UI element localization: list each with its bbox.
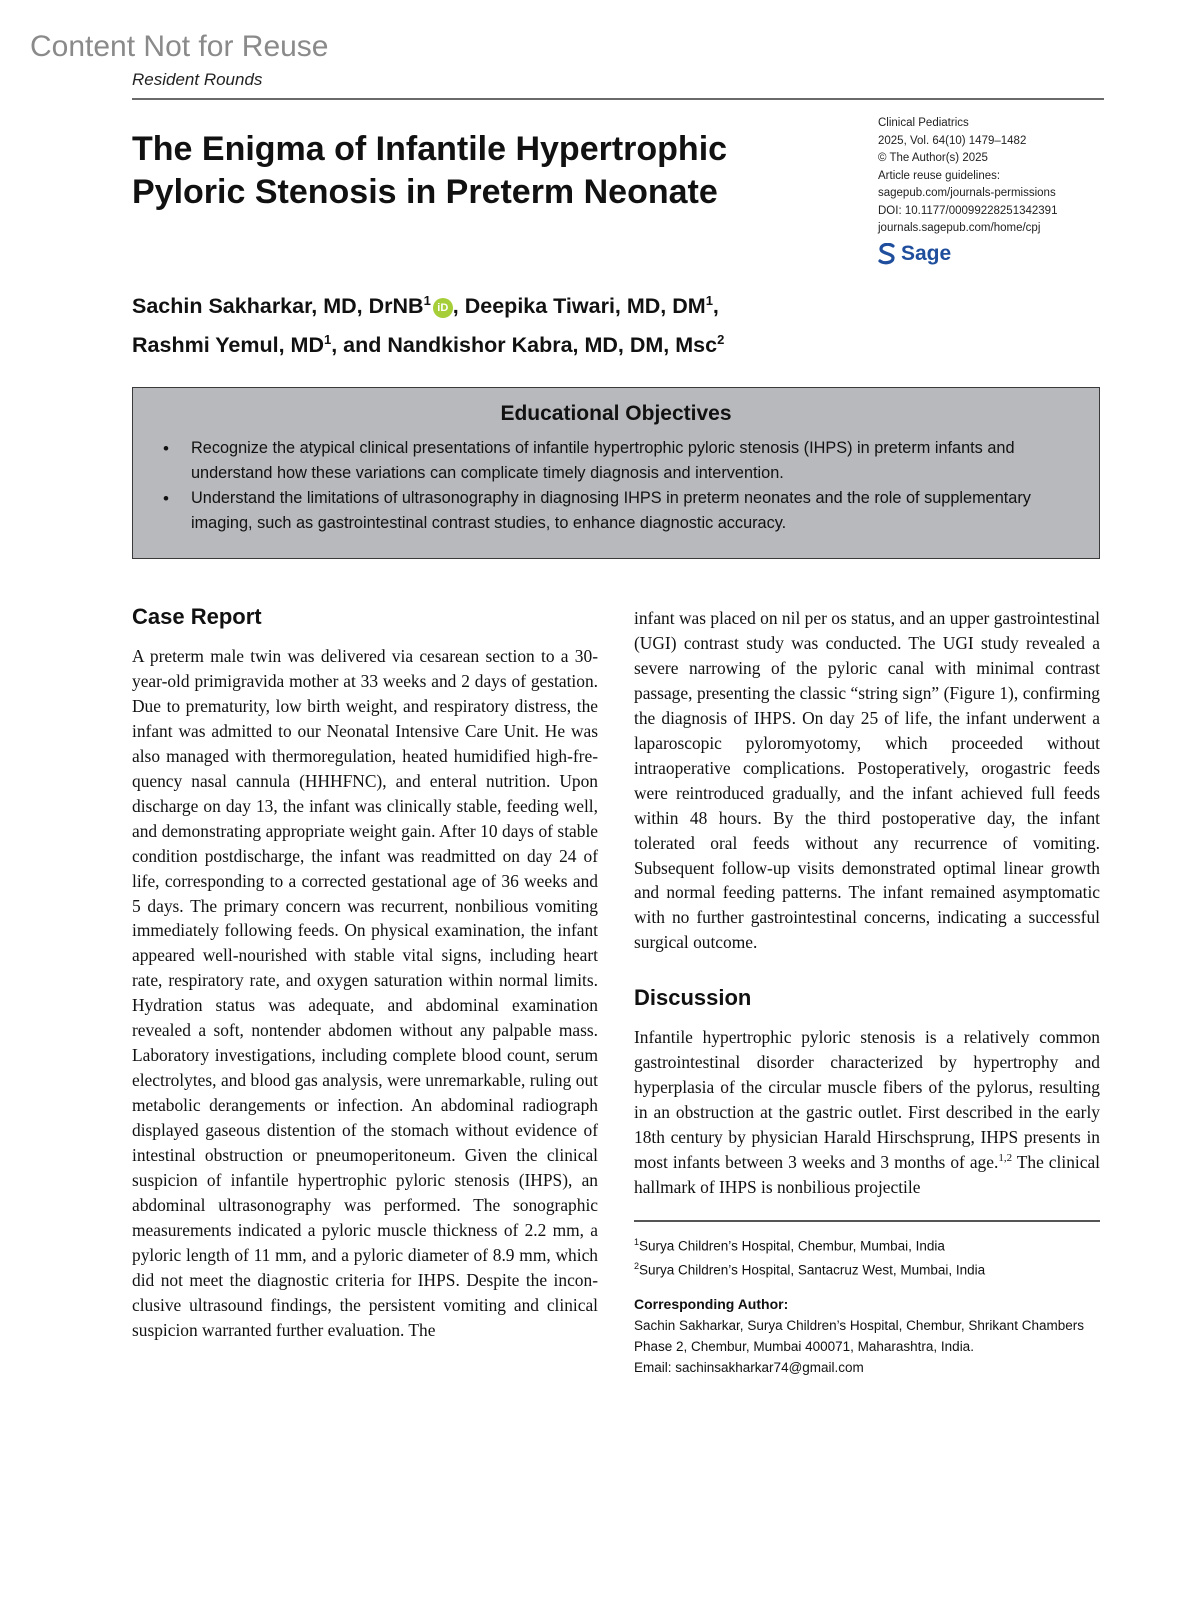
affiliation-1 bbox=[634, 1232, 1100, 1257]
educational-objectives-box bbox=[132, 387, 1100, 559]
corresponding-author-address: Sachin Sakharkar, Surya Children’s Hospital, Chembur, Shrikant Chambers Phase 2, Chembur, Mumbai 400071, Maharashtra, India. bbox=[634, 1317, 1084, 1354]
section-label: Resident Rounds bbox=[132, 70, 263, 89]
author-list bbox=[132, 284, 872, 362]
affiliation-number: 1 bbox=[634, 1236, 640, 1247]
objective-item: • Understand the limitations of ultrasonography in diagnosing IHPS in preterm neonates and the role of supplementary imaging, such as gastrointestinal contrast studies, to enhance diagnostic accuracy. bbox=[191, 486, 1073, 536]
journal-volume: 2025, Vol. 64(10) 1479–1482 bbox=[878, 134, 1027, 147]
orcid-icon[interactable]: iD bbox=[433, 298, 453, 318]
citation-ref[interactable]: 1,2 bbox=[998, 1152, 1013, 1165]
author-line-2 bbox=[132, 323, 872, 362]
affiliation-text: Surya Children’s Hospital, Chembur, Mumbai, India bbox=[639, 1238, 945, 1254]
watermark: Content Not for Reuse bbox=[30, 30, 329, 63]
author-name: , and Nandkishor Kabra, MD, DM, Msc bbox=[331, 333, 718, 358]
reuse-label: Article reuse guidelines: bbox=[878, 169, 1001, 182]
right-column bbox=[634, 606, 1100, 1378]
header-rule bbox=[132, 98, 1104, 100]
discussion-section bbox=[634, 985, 1100, 1200]
author-separator: , bbox=[712, 294, 719, 319]
case-report-text: A preterm male twin was delivered via cesarean section to a 30-year-old primigravida mother at 33 weeks and 2 days of gestation. Due to prematurity, low birth weight, and respiratory distress, the infant was admitted to our Neonatal Intensive Care Unit. He was also managed with thermoregulation, heated humidified high-frequency nasal cannula (HHHFNC), and enteral nutrition. Upon discharge on day 13, the infant was clinically stable, feeding well, and demonstrating appropriate weight gain. After 10 days of stable condition postdischarge, the infant was readmitted on day 24 of life, corresponding to a corrected gestational age of 36 weeks and 5 days. The primary concern was recurrent, nonbilious vomiting immediately following feeds. On physical examination, the infant appeared well-nourished with stable vital signs, including heart rate, respiratory rate, and oxygen saturation within normal limits. Hydration status was adequate, and abdominal examination revealed a soft, nontender abdomen without any palpable mass. Laboratory investigations, including complete blood count, serum electrolytes, and blood gas analysis, were unremarkable, ruling out metabolic derangements or infection. An abdominal radiograph displayed gaseous distention of the stomach without evidence of intestinal obstruction or pneumoperitoneum. Given the clinical suspicion of infantile hypertrophic pyloric stenosis (IHPS), an abdominal ultrasonography was performed. The sonographic measurements indicated a pyloric muscle thickness of 2.2 mm, a pyloric length of 11 mm, and a pyloric diameter of 8.9 mm, which did not meet the diagnostic criteria for IHPS. Despite the inconclusive ultrasound findings, the persistent vomiting and clinical suspicion warranted further evaluation. The bbox=[132, 646, 598, 1340]
corresponding-author-heading: Corresponding Author: bbox=[634, 1295, 789, 1312]
author-name: , Deepika Tiwari, MD, DM bbox=[452, 294, 706, 319]
affiliation-ref: 1 bbox=[705, 293, 713, 308]
reuse-link[interactable]: sagepub.com/journals-permissions bbox=[878, 187, 1056, 199]
discussion-body-end: The clinical hallmark of IHPS is nonbilious projectile bbox=[634, 1152, 1100, 1198]
affiliation-2 bbox=[634, 1256, 1100, 1281]
affiliation-ref: 1 bbox=[423, 293, 431, 308]
article-title: The Enigma of Infantile Hypertrophic Pyloric Stenosis in Preterm Neonate bbox=[132, 130, 728, 211]
doi-link[interactable]: DOI: 10.1177/00099228251342391 bbox=[878, 204, 1058, 217]
sage-logo bbox=[878, 242, 951, 266]
objectives-heading: Educational Objectives bbox=[500, 402, 732, 425]
affiliation-number: 2 bbox=[634, 1261, 640, 1272]
author-line-1 bbox=[132, 284, 872, 323]
affiliation-ref: 2 bbox=[717, 332, 725, 348]
discussion-body: Infantile hypertrophic pyloric stenosis is a relatively common gastrointestinal disorder characterized by hypertrophy and hyperplasia of the circular muscle fibers of the pylorus, resulting in an obstruction at the gastric outlet. First described in the early 18th century by physician Harald Hirschsprung, IHPS presents in most infants between 3 weeks and 3 months of age. bbox=[634, 1027, 1100, 1173]
journal-home-link[interactable]: journals.sagepub.com/home/cpj bbox=[878, 222, 1041, 234]
corresponding-author-email[interactable]: Email: sachinsakharkar74@gmail.com bbox=[634, 1359, 864, 1375]
affiliation-ref: 1 bbox=[323, 332, 332, 348]
journal-info bbox=[878, 115, 1118, 238]
author-name: Sachin Sakharkar, MD, DrNB bbox=[132, 294, 424, 319]
case-report-continuation: infant was placed on nil per os status, and an upper gastrointestinal (UGI) contrast study was conducted. The UGI study revealed a severe narrowing of the pyloric canal with minimal contrast passage, presenting the classic “string sign” (Figure 1), confirming the diagnosis of IHPS. On day 25 of life, the infant underwent a laparoscopic pyloromyotomy, which proceeded without intraoperative complications. Postoperatively, orogastric feeds were reintroduced gradually, and the infant achieved full feeds within 48 hours. By the third postoperative day, the infant tolerated oral feeds without any recurrence of vomiting. Subsequent follow-up visits demonstrated optimal linear growth and normal feeding patterns. The infant remained asymptomatic with no further gastrointestinal concerns, indicating a successful surgical outcome. bbox=[634, 608, 1100, 953]
discussion-text bbox=[634, 1025, 1100, 1200]
journal-name: Clinical Pediatrics bbox=[878, 117, 969, 129]
journal-copyright: © The Author(s) 2025 bbox=[878, 152, 988, 164]
sage-s-icon bbox=[878, 243, 896, 265]
objective-item: • Recognize the atypical clinical presentations of infantile hypertrophic pyloric stenosis (IHPS) in preterm infants and understand how these variations can complicate timely diagnosis and intervention. bbox=[191, 436, 1073, 486]
left-column bbox=[132, 604, 598, 1343]
sage-wordmark: Sage bbox=[901, 242, 952, 265]
affiliation-text: Surya Children’s Hospital, Santacruz West, Mumbai, India bbox=[639, 1262, 986, 1278]
footnote-divider bbox=[634, 1220, 1100, 1222]
case-report-heading: Case Report bbox=[132, 604, 262, 629]
discussion-heading: Discussion bbox=[634, 985, 752, 1011]
author-name: Rashmi Yemul, MD bbox=[132, 333, 324, 358]
objectives-list bbox=[159, 436, 1073, 536]
